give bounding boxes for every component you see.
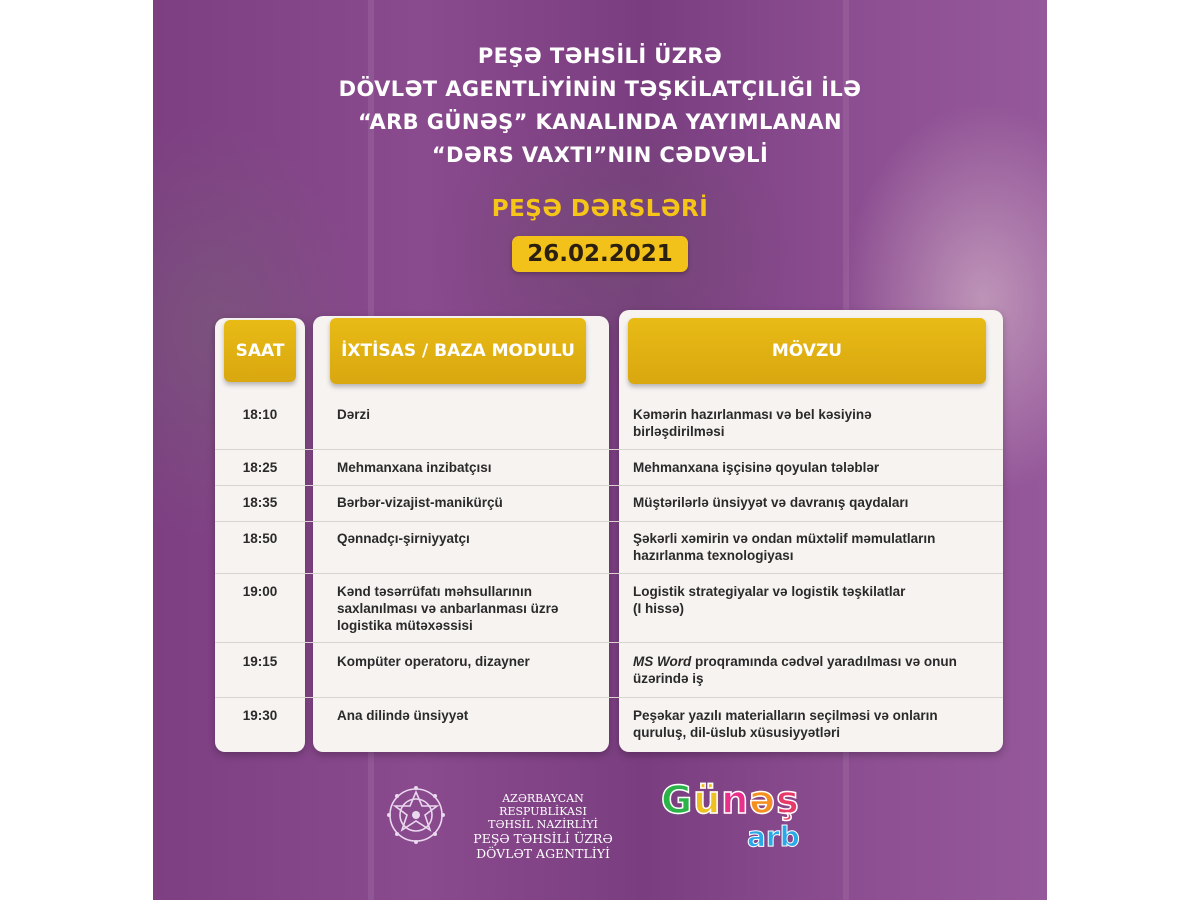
topic-italic-text: MS Word bbox=[633, 654, 692, 669]
row-topic bbox=[633, 494, 993, 511]
ministry-name-line: TƏHSİL NAZİRLİYİ bbox=[488, 818, 598, 831]
row-topic bbox=[633, 459, 993, 476]
topic-line: Kəmərin hazırlanması və bel kəsiyinə bbox=[633, 407, 872, 422]
topic-line bbox=[633, 653, 993, 670]
specialty-line: Kənd təsərrüfatı məhsullarının bbox=[337, 584, 533, 599]
row-topic bbox=[633, 707, 993, 741]
row-topic bbox=[633, 530, 993, 564]
row-specialty bbox=[337, 494, 597, 511]
row-topic bbox=[633, 583, 993, 617]
row-divider bbox=[215, 697, 1003, 698]
topic-line: Logistik strategiyalar və logistik təşkilatlar bbox=[633, 584, 906, 599]
ministry-name bbox=[461, 792, 625, 861]
arb-wordmark: arb bbox=[747, 820, 800, 853]
table-row bbox=[215, 653, 1003, 698]
topic-line: Şəkərli xəmirin və ondan müxtəlif məmulatların bbox=[633, 531, 936, 546]
row-time: 18:10 bbox=[242, 407, 278, 422]
row-specialty bbox=[337, 406, 597, 423]
topic-line: Peşəkar yazılı materialların seçilməsi və onların bbox=[633, 708, 938, 723]
gunes-brand-text: Günəş bbox=[661, 778, 800, 822]
row-time: 18:35 bbox=[242, 495, 278, 510]
ministry-name-line: AZƏRBAYCAN RESPUBLİKASI bbox=[499, 792, 587, 818]
specialty-line: logistika mütəxəssisi bbox=[337, 618, 473, 633]
gunes-arb-logo bbox=[661, 778, 823, 853]
topic-line: quruluş, dil-üslub xüsusiyyətləri bbox=[633, 725, 841, 740]
agency-name-line: DÖVLƏT AGENTLİYİ bbox=[476, 846, 610, 861]
topic-line: birləşdirilməsi bbox=[633, 424, 725, 439]
ministry-emblem-icon bbox=[385, 784, 447, 846]
date-badge: 26.02.2021 bbox=[512, 236, 688, 272]
subtitle: PEŞƏ DƏRSLƏRİ bbox=[491, 196, 709, 222]
agency-name-line: PEŞƏ TƏHSİLİ ÜZRƏ bbox=[473, 831, 613, 846]
row-specialty bbox=[337, 583, 597, 634]
specialty-line: Bərbər-vizajist-manikürçü bbox=[337, 495, 503, 510]
specialty-line: Mehmanxana inzibatçısı bbox=[337, 460, 492, 475]
topic-line: Müştərilərlə ünsiyyət və davranış qaydaları bbox=[633, 495, 909, 510]
topic-line: hazırlanma texnologiyası bbox=[633, 548, 794, 563]
table-row bbox=[215, 530, 1003, 574]
table-row bbox=[215, 583, 1003, 643]
specialty-line: Dərzi bbox=[337, 407, 371, 422]
row-divider bbox=[215, 642, 1003, 643]
table-row bbox=[215, 707, 1003, 747]
table-row bbox=[215, 459, 1003, 486]
topic-text: proqramında cədvəl yaradılması və onun bbox=[691, 654, 957, 669]
specialty-line: Qənnadçı-şirniyyatçı bbox=[337, 531, 470, 546]
row-time: 19:30 bbox=[242, 708, 278, 723]
topic-line: (I hissə) bbox=[633, 601, 685, 616]
row-specialty bbox=[337, 459, 597, 476]
row-topic bbox=[633, 653, 993, 687]
specialty-line: Kompüter operatoru, dizayner bbox=[337, 654, 530, 669]
title-line: PEŞƏ TƏHSİLİ ÜZRƏ bbox=[477, 44, 723, 68]
row-specialty bbox=[337, 530, 597, 547]
title-line: “ARB GÜNƏŞ” KANALINDA YAYIMLANAN bbox=[357, 110, 843, 134]
row-divider bbox=[215, 521, 1003, 522]
specialty-line: Ana dilində ünsiyyət bbox=[337, 708, 469, 723]
row-time: 18:50 bbox=[242, 531, 278, 546]
row-topic bbox=[633, 406, 993, 440]
title-line: DÖVLƏT AGENTLİYİNİN TƏŞKİLATÇILIĞI İLƏ bbox=[338, 77, 862, 101]
row-specialty bbox=[337, 707, 597, 724]
header-saat: SAAT bbox=[224, 320, 296, 382]
row-time: 19:15 bbox=[242, 654, 278, 669]
row-divider bbox=[215, 485, 1003, 486]
header-ixtisas: İXTİSAS / BAZA MODULU bbox=[330, 318, 586, 384]
title-line: “DƏRS VAXTI”NIN CƏDVƏLİ bbox=[431, 143, 769, 167]
topic-line: üzərində iş bbox=[633, 671, 704, 686]
specialty-line: saxlanılması və anbarlanması üzrə bbox=[337, 601, 559, 616]
poster bbox=[153, 0, 1047, 900]
table-row bbox=[215, 406, 1003, 450]
topic-line: Mehmanxana işçisinə qoyulan tələblər bbox=[633, 460, 880, 475]
row-divider bbox=[215, 449, 1003, 450]
row-time: 19:00 bbox=[242, 584, 278, 599]
poster-title bbox=[153, 40, 1047, 172]
row-specialty bbox=[337, 653, 597, 670]
row-divider bbox=[215, 573, 1003, 574]
row-time: 18:25 bbox=[242, 460, 278, 475]
header-movzu: MÖVZU bbox=[628, 318, 986, 384]
gunes-wordmark bbox=[661, 778, 800, 822]
ministry-logo bbox=[385, 784, 625, 861]
table-row bbox=[215, 494, 1003, 522]
